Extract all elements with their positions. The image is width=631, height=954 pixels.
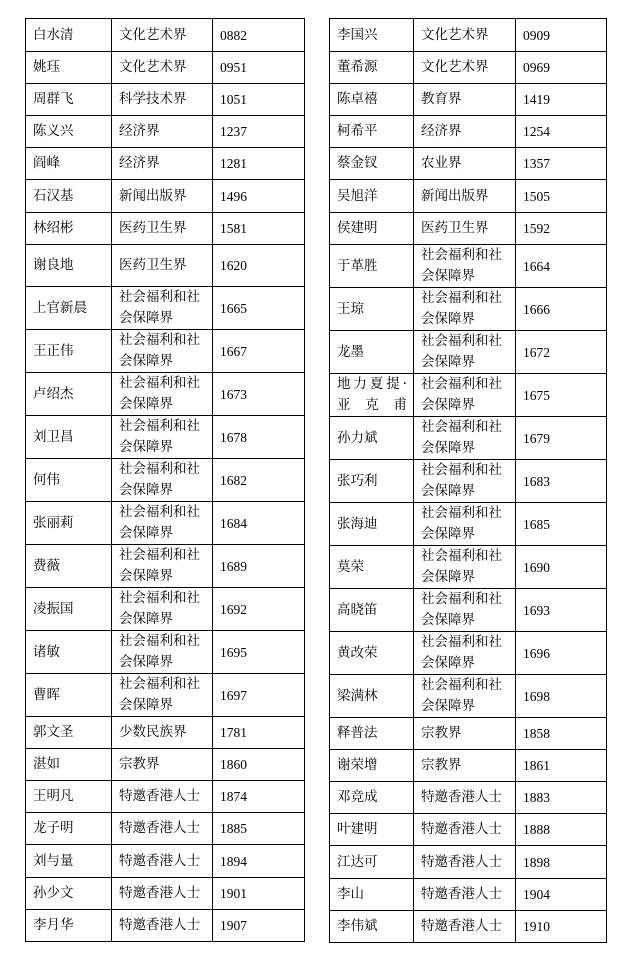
member-sector: 社会福利和社会保障界 <box>414 417 516 460</box>
member-sector: 特邀香港人士 <box>414 911 516 943</box>
table-row <box>26 910 305 942</box>
member-sector: 文化艺术界 <box>414 19 516 52</box>
member-code: 1907 <box>213 910 305 942</box>
member-name: 黄改荣 <box>330 632 414 675</box>
table-row <box>330 180 607 213</box>
member-name: 梁满林 <box>330 675 414 718</box>
member-code: 1860 <box>213 749 305 781</box>
member-name: 李月华 <box>26 910 112 942</box>
member-code: 1667 <box>213 330 305 373</box>
member-name: 李伟斌 <box>330 911 414 943</box>
member-sector: 社会福利和社会保障界 <box>414 374 516 417</box>
member-code: 1904 <box>516 879 607 911</box>
member-code: 1693 <box>516 589 607 632</box>
table-row <box>330 460 607 503</box>
member-sector: 农业界 <box>414 148 516 180</box>
table-row <box>26 287 305 330</box>
member-name: 蔡金钗 <box>330 148 414 180</box>
member-code: 1664 <box>516 245 607 288</box>
member-code: 1357 <box>516 148 607 180</box>
member-code: 1666 <box>516 288 607 331</box>
member-sector: 特邀香港人士 <box>112 781 213 813</box>
member-name: 高晓笛 <box>330 589 414 632</box>
table-row <box>330 52 607 84</box>
member-name: 陈义兴 <box>26 116 112 148</box>
member-code: 1858 <box>516 718 607 750</box>
table-row <box>26 213 305 245</box>
member-code: 1673 <box>213 373 305 416</box>
member-name: 莫荣 <box>330 546 414 589</box>
member-name: 张海迪 <box>330 503 414 546</box>
member-name: 姚珏 <box>26 52 112 84</box>
table-row <box>26 749 305 781</box>
member-name: 地力夏提·亚克甫 <box>330 374 414 417</box>
member-sector: 特邀香港人士 <box>414 846 516 879</box>
member-code: 1692 <box>213 588 305 631</box>
member-code: 1254 <box>516 116 607 148</box>
member-name: 费薇 <box>26 545 112 588</box>
member-name: 王正伟 <box>26 330 112 373</box>
member-code: 1861 <box>516 750 607 782</box>
member-sector: 社会福利和社会保障界 <box>414 589 516 632</box>
member-name: 叶建明 <box>330 814 414 846</box>
table-row <box>26 19 305 52</box>
table-row <box>26 416 305 459</box>
member-sector: 特邀香港人士 <box>112 878 213 910</box>
member-code: 0882 <box>213 19 305 52</box>
member-code: 1885 <box>213 813 305 845</box>
member-name: 王琼 <box>330 288 414 331</box>
member-code: 1496 <box>213 180 305 213</box>
table-row <box>330 417 607 460</box>
member-sector: 特邀香港人士 <box>414 782 516 814</box>
member-code: 1690 <box>516 546 607 589</box>
member-sector: 社会福利和社会保障界 <box>414 331 516 374</box>
table-row <box>26 459 305 502</box>
member-code: 1901 <box>213 878 305 910</box>
table-row <box>26 631 305 674</box>
member-code: 1672 <box>516 331 607 374</box>
member-code: 1695 <box>213 631 305 674</box>
member-sector: 特邀香港人士 <box>414 879 516 911</box>
member-sector: 文化艺术界 <box>112 19 213 52</box>
table-row <box>26 717 305 749</box>
member-code: 1910 <box>516 911 607 943</box>
table-row <box>26 781 305 813</box>
member-sector: 少数民族界 <box>112 717 213 749</box>
member-code: 1281 <box>213 148 305 180</box>
table-row <box>330 331 607 374</box>
table-row <box>330 374 607 417</box>
member-name: 龙墨 <box>330 331 414 374</box>
table-row <box>26 545 305 588</box>
member-sector: 特邀香港人士 <box>112 910 213 942</box>
member-sector: 经济界 <box>414 116 516 148</box>
member-name: 刘卫昌 <box>26 416 112 459</box>
table-row <box>330 814 607 846</box>
table-row <box>26 845 305 878</box>
table-row <box>26 245 305 287</box>
member-sector: 科学技术界 <box>112 84 213 116</box>
table-row <box>26 180 305 213</box>
member-sector: 文化艺术界 <box>414 52 516 84</box>
member-code: 1894 <box>213 845 305 878</box>
member-name: 上官新晨 <box>26 287 112 330</box>
member-code: 0969 <box>516 52 607 84</box>
member-code: 1682 <box>213 459 305 502</box>
member-name: 龙子明 <box>26 813 112 845</box>
table-row <box>26 813 305 845</box>
table-row <box>26 52 305 84</box>
member-name: 郭文圣 <box>26 717 112 749</box>
member-sector: 医药卫生界 <box>112 213 213 245</box>
member-code: 1683 <box>516 460 607 503</box>
member-name: 江达可 <box>330 846 414 879</box>
table-row <box>330 288 607 331</box>
member-sector: 社会福利和社会保障界 <box>414 632 516 675</box>
member-sector: 特邀香港人士 <box>112 845 213 878</box>
member-code: 1781 <box>213 717 305 749</box>
member-name: 侯建明 <box>330 213 414 245</box>
table-row <box>330 245 607 288</box>
member-name: 凌振国 <box>26 588 112 631</box>
member-sector: 经济界 <box>112 148 213 180</box>
member-name: 王明凡 <box>26 781 112 813</box>
member-sector: 医药卫生界 <box>414 213 516 245</box>
table-row <box>26 84 305 116</box>
table-row <box>330 879 607 911</box>
member-name: 孙少文 <box>26 878 112 910</box>
member-name: 卢绍杰 <box>26 373 112 416</box>
member-sector: 社会福利和社会保障界 <box>112 416 213 459</box>
member-sector: 经济界 <box>112 116 213 148</box>
table-row <box>26 674 305 717</box>
left-member-table <box>25 18 305 942</box>
table-row <box>330 589 607 632</box>
member-name: 阎峰 <box>26 148 112 180</box>
member-name: 谢荣增 <box>330 750 414 782</box>
member-code: 0909 <box>516 19 607 52</box>
table-row <box>26 502 305 545</box>
member-name: 柯希平 <box>330 116 414 148</box>
member-name: 张巧利 <box>330 460 414 503</box>
member-name: 释普法 <box>330 718 414 750</box>
table-row <box>330 675 607 718</box>
member-code: 1684 <box>213 502 305 545</box>
member-sector: 社会福利和社会保障界 <box>414 675 516 718</box>
member-code: 1898 <box>516 846 607 879</box>
member-code: 1888 <box>516 814 607 846</box>
member-sector: 文化艺术界 <box>112 52 213 84</box>
member-sector: 社会福利和社会保障界 <box>112 373 213 416</box>
table-row <box>330 148 607 180</box>
member-sector: 社会福利和社会保障界 <box>112 502 213 545</box>
member-name: 于革胜 <box>330 245 414 288</box>
member-code: 1689 <box>213 545 305 588</box>
member-name: 刘与量 <box>26 845 112 878</box>
table-row <box>330 782 607 814</box>
member-name: 谢良地 <box>26 245 112 287</box>
member-code: 1419 <box>516 84 607 116</box>
table-row <box>330 213 607 245</box>
member-name: 湛如 <box>26 749 112 781</box>
member-sector: 社会福利和社会保障界 <box>414 546 516 589</box>
member-code: 1581 <box>213 213 305 245</box>
member-sector: 社会福利和社会保障界 <box>414 288 516 331</box>
member-code: 1505 <box>516 180 607 213</box>
table-row <box>330 84 607 116</box>
member-code: 1696 <box>516 632 607 675</box>
member-sector: 教育界 <box>414 84 516 116</box>
member-sector: 特邀香港人士 <box>112 813 213 845</box>
member-name: 张丽莉 <box>26 502 112 545</box>
member-code: 1592 <box>516 213 607 245</box>
member-code: 0951 <box>213 52 305 84</box>
member-code: 1883 <box>516 782 607 814</box>
table-row <box>330 503 607 546</box>
table-row <box>330 19 607 52</box>
member-name: 曹晖 <box>26 674 112 717</box>
member-code: 1697 <box>213 674 305 717</box>
table-row <box>26 330 305 373</box>
member-sector: 社会福利和社会保障界 <box>112 631 213 674</box>
right-member-table <box>329 18 607 943</box>
member-code: 1698 <box>516 675 607 718</box>
table-row <box>26 878 305 910</box>
member-sector: 新闻出版界 <box>414 180 516 213</box>
member-name: 李国兴 <box>330 19 414 52</box>
member-name: 石汉基 <box>26 180 112 213</box>
member-sector: 宗教界 <box>414 750 516 782</box>
member-name: 李山 <box>330 879 414 911</box>
member-code: 1620 <box>213 245 305 287</box>
table-row <box>26 588 305 631</box>
table-row <box>330 632 607 675</box>
member-name: 何伟 <box>26 459 112 502</box>
member-sector: 社会福利和社会保障界 <box>112 545 213 588</box>
member-name: 诸敏 <box>26 631 112 674</box>
member-sector: 社会福利和社会保障界 <box>112 674 213 717</box>
member-code: 1685 <box>516 503 607 546</box>
table-row <box>330 911 607 943</box>
member-name: 白水清 <box>26 19 112 52</box>
member-sector: 新闻出版界 <box>112 180 213 213</box>
member-name: 陈卓禧 <box>330 84 414 116</box>
member-code: 1678 <box>213 416 305 459</box>
member-sector: 社会福利和社会保障界 <box>112 588 213 631</box>
table-row <box>330 846 607 879</box>
member-name: 周群飞 <box>26 84 112 116</box>
member-sector: 宗教界 <box>414 718 516 750</box>
member-sector: 社会福利和社会保障界 <box>112 330 213 373</box>
member-code: 1665 <box>213 287 305 330</box>
member-name: 孙力斌 <box>330 417 414 460</box>
member-code: 1051 <box>213 84 305 116</box>
member-name: 林绍彬 <box>26 213 112 245</box>
member-code: 1675 <box>516 374 607 417</box>
member-name: 董希源 <box>330 52 414 84</box>
member-code: 1874 <box>213 781 305 813</box>
table-row <box>330 718 607 750</box>
member-sector: 社会福利和社会保障界 <box>112 287 213 330</box>
member-code: 1237 <box>213 116 305 148</box>
member-sector: 社会福利和社会保障界 <box>414 503 516 546</box>
table-row <box>26 116 305 148</box>
member-sector: 宗教界 <box>112 749 213 781</box>
member-sector: 医药卫生界 <box>112 245 213 287</box>
member-sector: 特邀香港人士 <box>414 814 516 846</box>
member-code: 1679 <box>516 417 607 460</box>
table-row <box>330 750 607 782</box>
table-row <box>330 546 607 589</box>
member-sector: 社会福利和社会保障界 <box>414 460 516 503</box>
table-row <box>26 148 305 180</box>
member-sector: 社会福利和社会保障界 <box>112 459 213 502</box>
table-row <box>330 116 607 148</box>
member-sector: 社会福利和社会保障界 <box>414 245 516 288</box>
table-row <box>26 373 305 416</box>
member-name: 吴旭洋 <box>330 180 414 213</box>
member-name: 邓竞成 <box>330 782 414 814</box>
